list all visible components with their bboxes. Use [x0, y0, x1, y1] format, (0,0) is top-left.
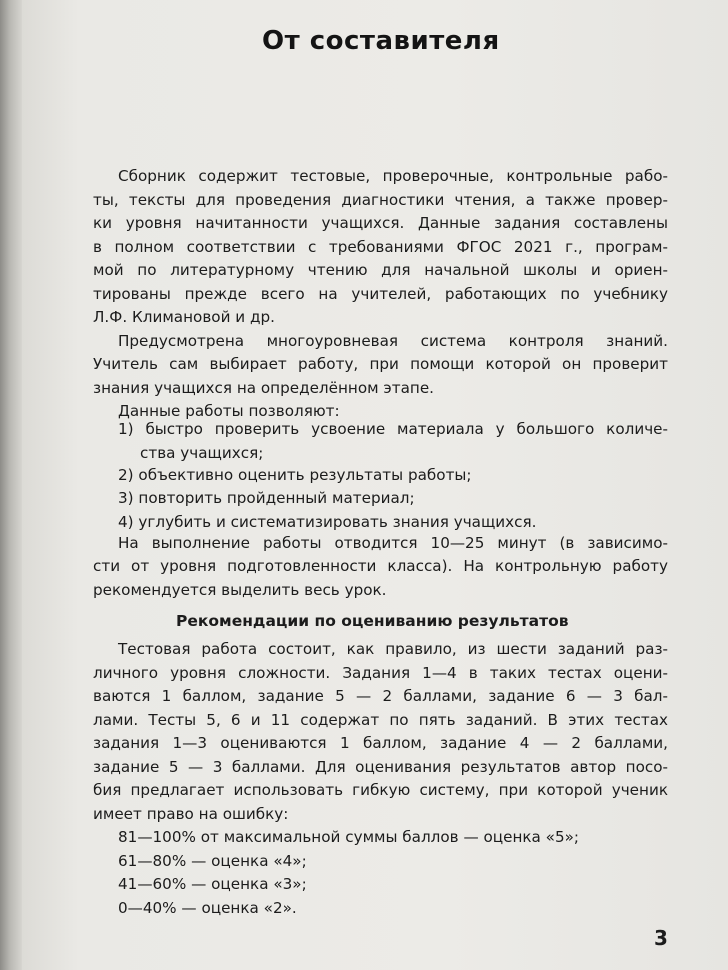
text-line: задание 5 — 3 баллами. Для оценивания результатов автор посо- — [93, 758, 668, 776]
list-item: 2) объективно оценить результаты работы; — [118, 466, 472, 484]
text-line: знания учащихся на определённом этапе. — [93, 379, 435, 397]
list-item: 4) углубить и систематизировать знания учащихся. — [118, 513, 537, 531]
list-lead: Данные работы позволяют: — [118, 402, 340, 420]
text-line: ки уровня начитанности учащихся. Данные задания составлены — [93, 214, 668, 232]
text-line: На выполнение работы отводится 10—25 минут (в зависимо- — [118, 534, 668, 552]
text-line: Сборник содержит тестовые, проверочные, контрольные рабо- — [118, 167, 668, 185]
text-line: лами. Тесты 5, 6 и 11 содержат по пять заданий. В этих тестах — [93, 711, 668, 729]
text-line: ты, тексты для проведения диагностики чтения, а также провер- — [93, 191, 668, 209]
text-line: в полном соответствии с требованиями ФГОС 2021 г., програм- — [93, 238, 668, 256]
text-line: Тестовая работа состоит, как правило, из шести заданий раз- — [118, 640, 668, 658]
text-line: мой по литературному чтению для начальной школы и ориен- — [93, 261, 668, 279]
text-line: бия предлагает использовать гибкую систему, при которой ученик — [93, 781, 668, 799]
text-line: Учитель сам выбирает работу, при помощи которой он проверит — [93, 355, 668, 373]
text-line: имеет право на ошибку: — [93, 805, 289, 823]
grade-line: 81—100% от максимальной суммы баллов — оценка «5»; — [118, 828, 580, 846]
book-gutter — [0, 0, 22, 970]
text-line: Предусмотрена многоуровневая система контроля знаний. — [118, 332, 668, 350]
list-item-continuation: ства учащихся; — [140, 444, 264, 462]
text-line: ваются 1 баллом, задание 5 — 2 баллами, задание 6 — 3 бал- — [93, 687, 668, 705]
text-line: сти от уровня подготовленности класса). На контрольную работу — [93, 557, 668, 575]
list-item: 3) повторить пройденный материал; — [118, 489, 415, 507]
grade-line: 61—80% — оценка «4»; — [118, 852, 307, 870]
text-line: личного уровня сложности. Задания 1—4 в таких тестах оцени- — [93, 664, 668, 682]
text-line: рекомендуется выделить весь урок. — [93, 581, 387, 599]
text-line: тированы прежде всего на учителей, работающих по учебнику — [93, 285, 668, 303]
page-title: От составителя — [262, 26, 500, 56]
page-number: 3 — [654, 926, 668, 950]
text-line: Л.Ф. Климановой и др. — [93, 308, 275, 326]
list-item: 1) быстро проверить усвоение материала у большого количе- — [118, 420, 668, 438]
grade-line: 0—40% — оценка «2». — [118, 899, 297, 917]
section-heading: Рекомендации по оцениванию результатов — [176, 612, 569, 630]
text-line: задания 1—3 оцениваются 1 баллом, задание 4 — 2 баллами, — [93, 734, 668, 752]
grade-line: 41—60% — оценка «3»; — [118, 875, 307, 893]
